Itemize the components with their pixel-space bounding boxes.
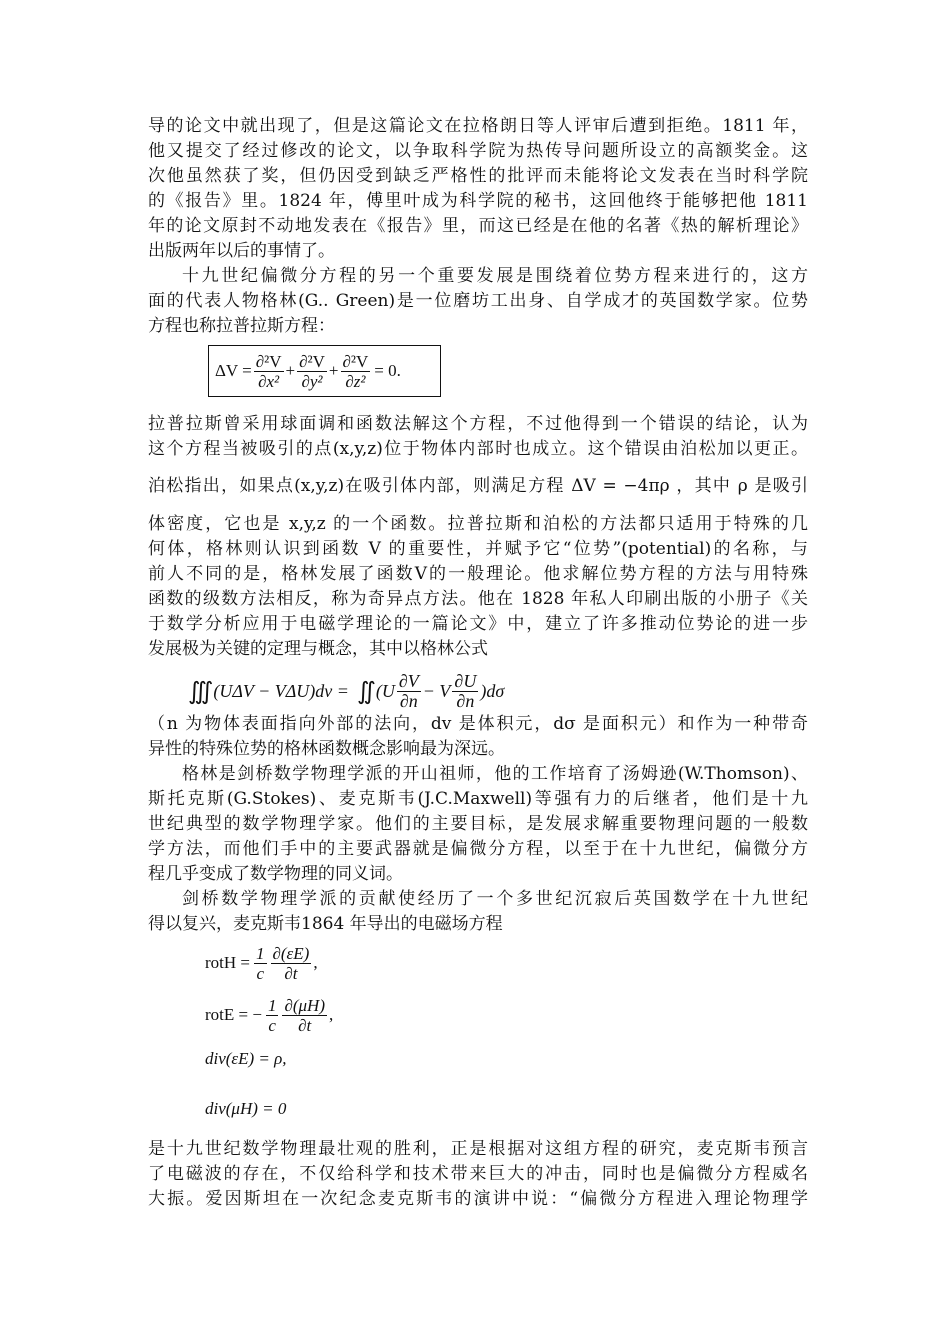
text-line: 他又提交了经过修改的论文，以争取科学院为热传导问题所设立的高额奖金。这	[148, 141, 808, 161]
double-integral-symbol: ∬	[356, 678, 368, 705]
text-line: 是十九世纪数学物理最壮观的胜利，正是根据对这组方程的研究，麦克斯韦预言	[148, 1139, 808, 1159]
text-line: 世纪典型的数学物理学家。他们的主要目标，是发展求解重要物理问题的一般数	[148, 814, 808, 834]
fraction-denominator: ∂y²	[301, 371, 323, 391]
fraction-denominator: ∂t	[284, 963, 298, 983]
text-line: 函数的级数方法相反，称为奇异点方法。他在 1828 年私人印刷出版的小册子《关	[148, 589, 808, 609]
equation-text: div(εE) = ρ,	[205, 1049, 287, 1068]
fraction	[271, 944, 312, 983]
text-line: 斯托克斯(G.Stokes)、麦克斯韦(J.C.Maxwell)等强有力的后继者，他们是十九	[148, 789, 808, 809]
text-line: 拉普拉斯曾采用球面调和函数法解这个方程，不过他得到一个错误的结论，认为	[148, 414, 808, 434]
fraction	[297, 352, 327, 391]
triple-integral-symbol: ∭	[188, 678, 206, 705]
fraction-denominator: ∂n	[399, 690, 418, 711]
paragraph-green	[148, 512, 808, 662]
equation-lhs: rotE = −	[205, 1005, 262, 1024]
text-line: 出版两年以后的事情了。	[148, 241, 335, 261]
paragraph-fourier	[148, 114, 808, 264]
text-line: 面的代表人物格林(G.. Green)是一位磨坊工出身、自学成才的英国数学家。位势	[148, 291, 808, 311]
paragraph-einstein	[148, 1137, 808, 1212]
fraction-numerator: ∂²V	[299, 351, 325, 371]
green-lhs: (UΔV − VΔU)dv =	[213, 680, 349, 701]
text-line: 方程也称拉普拉斯方程：	[148, 316, 335, 336]
text-line: 这个方程当被吸引的点(x,y,z)位于物体内部时也成立。这个错误由泊松加以更正。	[148, 439, 808, 459]
fraction-numerator: ∂(εE)	[272, 943, 310, 963]
equation-end: ,	[329, 1005, 334, 1024]
text-line: 次他虽然获了奖，但仍因受到缺乏严格性的批评而未能将论文发表在当时科学院	[148, 166, 808, 186]
equation-lhs: rotH =	[205, 953, 250, 972]
text-line: 学方法，而他们手中的主要武器就是偏微分方程，以至于在十九世纪，偏微分方	[148, 839, 808, 859]
text-line: 大振。爱因斯坦在一次纪念麦克斯韦的演讲中说：“偏微分方程进入理论物理学	[148, 1189, 808, 1209]
fraction-numerator: ∂²V	[255, 351, 282, 371]
plus-sign: +	[285, 361, 296, 380]
text-line: 得以复兴，麦克斯韦1864 年导出的电磁场方程	[148, 914, 503, 934]
equation-text: div(μH) = 0	[205, 1099, 287, 1118]
fraction	[452, 672, 478, 711]
fraction	[266, 996, 279, 1035]
paragraph-laplace	[148, 412, 808, 462]
fraction-numerator: ∂U	[454, 670, 477, 691]
text-line: 于数学分析应用于电磁学理论的一篇论文》中，建立了许多推动位势论的进一步	[148, 614, 808, 634]
paragraph-potential	[148, 264, 808, 339]
fraction	[254, 944, 267, 983]
text-line: 剑桥数学物理学派的贡献使经历了一个多世纪沉寂后英国数学在十九世纪	[182, 889, 808, 909]
fraction-denominator: ∂x²	[258, 371, 280, 391]
maxwell-equation-4	[205, 1096, 286, 1122]
paragraph-green-function	[148, 712, 808, 762]
fraction-numerator: 1	[256, 943, 265, 963]
green-formula	[188, 668, 504, 714]
laplace-equation	[208, 345, 441, 397]
maxwell-equation-2	[205, 990, 333, 1040]
text-line: 的《报告》里。1824 年，傅里叶成为科学院的秘书，这回他终于能够把他 1811	[148, 191, 808, 211]
text-line: 十九世纪偏微分方程的另一个重要发展是围绕着位势方程来进行的，这方	[182, 266, 808, 286]
paragraph-cambridge	[148, 762, 808, 887]
green-open: (U	[375, 680, 395, 701]
fraction-denominator: ∂n	[456, 690, 475, 711]
green-close: )dσ	[480, 680, 505, 701]
equation-end: ,	[313, 953, 318, 972]
paragraph-revival	[148, 887, 808, 937]
fraction	[341, 352, 371, 391]
fraction-numerator: 1	[267, 995, 277, 1015]
text-line: 格林是剑桥数学物理学派的开山祖师，他的工作培育了汤姆逊(W.Thomson)、	[182, 764, 808, 784]
text-line: 程几乎变成了数学物理的同义词。	[148, 864, 403, 884]
laplace-rhs: = 0.	[374, 361, 401, 380]
text-line: 前人不同的是，格林发展了函数V的一般理论。他求解位势方程的方法与用特殊	[148, 564, 808, 584]
maxwell-equation-3	[205, 1046, 287, 1072]
paragraph-poisson-line	[148, 474, 808, 499]
fraction-numerator: ∂(μH)	[284, 995, 325, 1015]
fraction-numerator: ∂²V	[342, 351, 369, 371]
fraction	[282, 996, 327, 1035]
text-line: 发展极为关键的定理与概念，其中以格林公式	[148, 639, 488, 659]
text-line: （n 为物体表面指向外部的法向，dv 是体积元，dσ 是面积元）和作为一种带奇	[148, 714, 808, 734]
maxwell-equation-1	[205, 938, 318, 988]
fraction	[397, 672, 421, 711]
fraction	[254, 352, 284, 391]
green-minus: − V	[422, 680, 451, 701]
text-line: 异性的特殊位势的格林函数概念影响最为深远。	[148, 739, 505, 759]
fraction-denominator: ∂t	[298, 1015, 312, 1035]
plus-sign: +	[328, 361, 339, 380]
text-line: 年的论文原封不动地发表在《报告》里，而这已经是在他的名著《热的解析理论》	[148, 216, 808, 236]
fraction-numerator: ∂V	[398, 670, 419, 691]
text-line: 泊松指出，如果点(x,y,z)在吸引体内部，则满足方程 ΔV = −4πρ ，其中 ρ 是吸引	[148, 476, 808, 496]
text-line: 何体，格林则认识到函数 V 的重要性，并赋予它“位势”(potential)的名称，与	[148, 539, 808, 559]
laplace-lhs: ΔV =	[215, 361, 252, 380]
text-line: 体密度，它也是 x,y,z 的一个函数。拉普拉斯和泊松的方法都只适用于特殊的几	[148, 514, 808, 534]
fraction-denominator: c	[256, 963, 265, 983]
fraction-denominator: c	[268, 1015, 276, 1035]
text-line: 导的论文中就出现了，但是这篇论文在拉格朗日等人评审后遭到拒绝。1811 年，	[148, 116, 808, 136]
text-line: 了电磁波的存在，不仅给科学和技术带来巨大的冲击，同时也是偏微分方程威名	[148, 1164, 808, 1184]
fraction-denominator: ∂z²	[345, 371, 366, 391]
